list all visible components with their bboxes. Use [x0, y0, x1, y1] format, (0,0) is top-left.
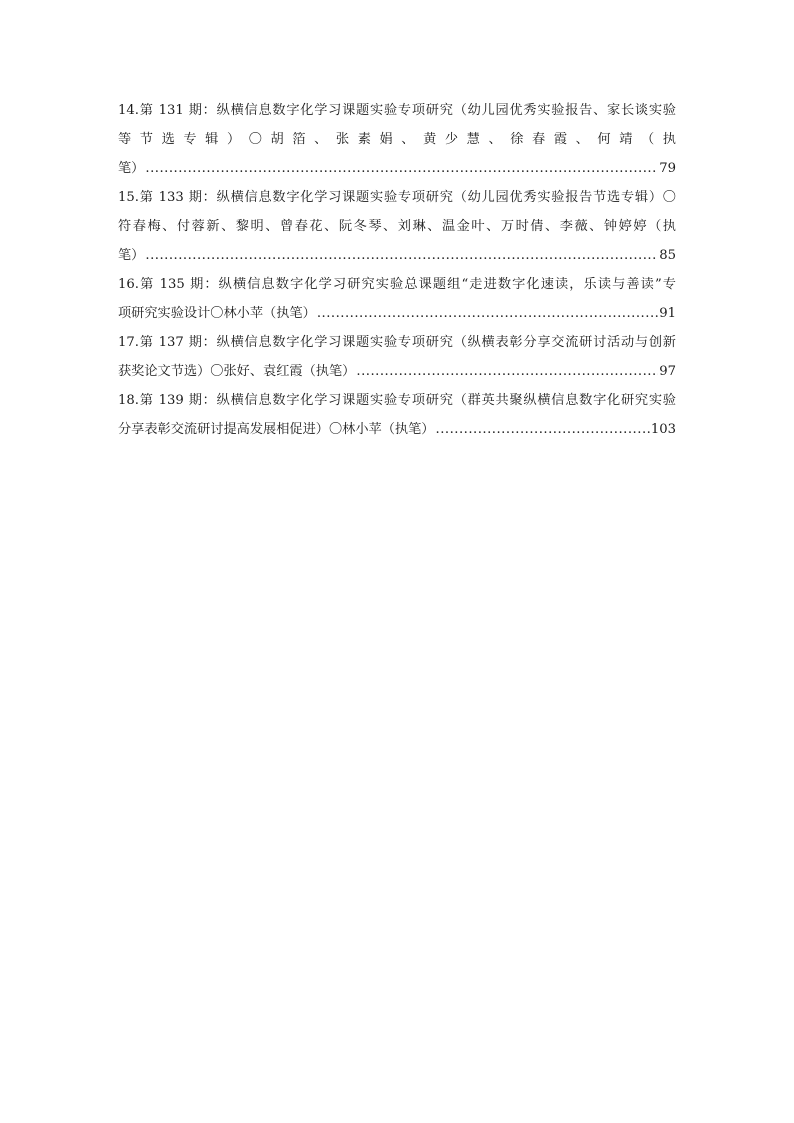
toc-entry-text: 符春梅、付蓉新、黎明、曾春花、阮冬琴、刘琳、温金叶、万时倩、李薇、钟婷婷（执: [118, 219, 676, 234]
toc-page-number: 79: [659, 161, 676, 176]
toc-entry-text: 16.第 135 期：纵横信息数字化学习研究实验总课题组“走进数字化速读，乐读与善读”专: [118, 277, 676, 292]
dot-leader: [356, 357, 658, 386]
toc-entry-last-line: [118, 241, 676, 270]
toc-entry-text: 17.第 137 期：纵横信息数字化学习课题实验专项研究（纵横表彰分享交流研讨活动与创新: [118, 335, 676, 350]
toc-entry-text: 项研究实验设计〇林小苹（执笔）: [118, 306, 316, 321]
toc-entry-text: 笔）: [118, 248, 145, 263]
toc-entry-line: [118, 270, 676, 299]
toc-entry-line: [118, 183, 676, 212]
toc-entry-line: [118, 386, 676, 415]
toc-entry-18[interactable]: [118, 386, 676, 444]
toc-entry-line: [118, 125, 676, 154]
dot-leader: [145, 154, 658, 183]
toc-entry-last-line: [118, 299, 676, 328]
toc-entry-text: 笔）: [118, 161, 145, 176]
toc-entry-line: [118, 212, 676, 241]
toc-entry-15[interactable]: [118, 183, 676, 270]
table-of-contents: [118, 96, 676, 444]
toc-entry-text: 分享表彰交流研讨提高发展相促进）〇林小苹（执笔）: [118, 422, 435, 437]
toc-entry-text: 等 节 选 专 辑 ） 〇 胡 箔 、 张 素 娟 、 黄 少 慧 、 徐 春 霞 、 何 靖 （ 执: [118, 132, 676, 147]
toc-page-number: 103: [650, 422, 676, 437]
toc-entry-14[interactable]: [118, 96, 676, 183]
dot-leader: [317, 299, 658, 328]
toc-entry-line: [118, 328, 676, 357]
toc-entry-text: 获奖论文节选）〇张好、袁红霞（执笔）: [118, 364, 356, 379]
dot-leader: [436, 415, 650, 444]
dot-leader: [145, 241, 658, 270]
toc-page-number: 85: [659, 248, 676, 263]
toc-page-number: 97: [659, 364, 676, 379]
toc-entry-text: 15.第 133 期：纵横信息数字化学习课题实验专项研究（幼儿园优秀实验报告节选专辑）〇: [118, 190, 676, 205]
toc-entry-text: 18.第 139 期：纵横信息数字化学习课题实验专项研究（群英共聚纵横信息数字化研究实验: [118, 393, 676, 408]
toc-entry-last-line: [118, 154, 676, 183]
toc-entry-17[interactable]: [118, 328, 676, 386]
toc-page-number: 91: [659, 306, 676, 321]
toc-entry-last-line: [118, 415, 676, 444]
toc-entry-last-line: [118, 357, 676, 386]
toc-entry-text: 14.第 131 期：纵横信息数字化学习课题实验专项研究（幼儿园优秀实验报告、家长谈实验: [118, 103, 676, 118]
toc-entry-16[interactable]: [118, 270, 676, 328]
toc-entry-line: [118, 96, 676, 125]
